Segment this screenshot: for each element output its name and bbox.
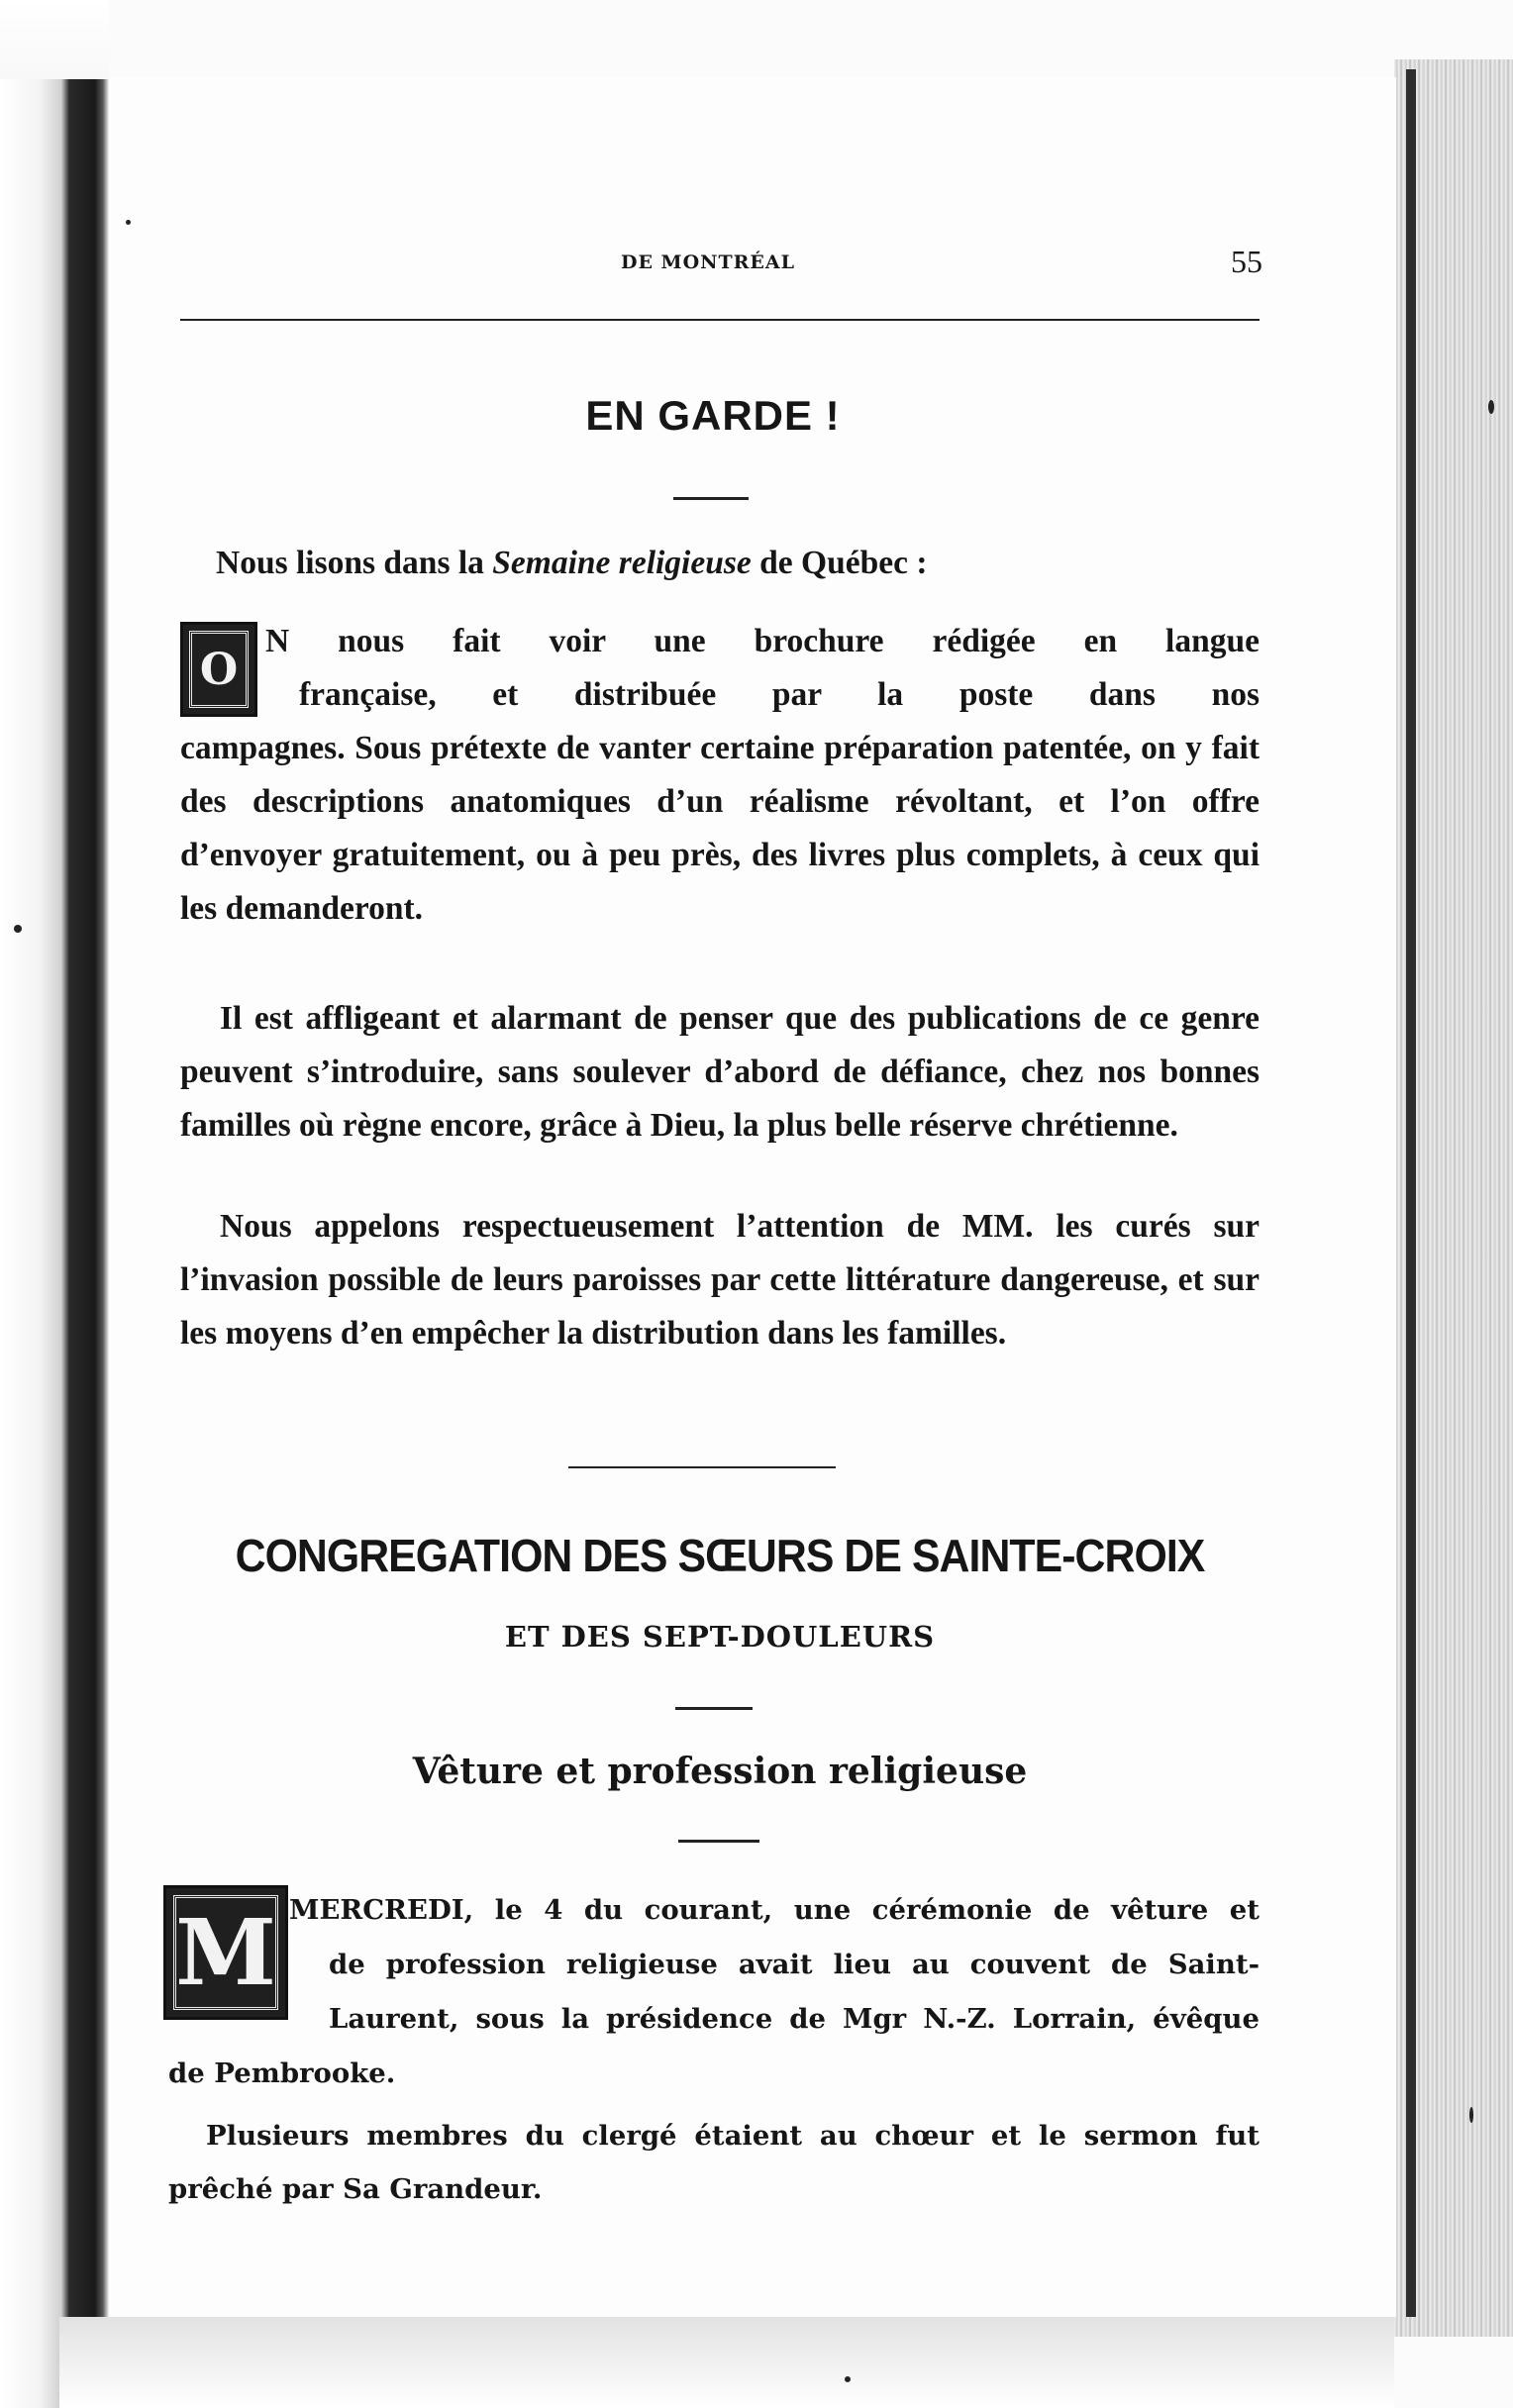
book-gutter — [0, 0, 109, 2408]
section-rule — [678, 1840, 759, 1843]
page-edge-shadow — [1406, 69, 1416, 2317]
scan-speck — [126, 220, 131, 225]
article-title-en-garde: EN GARDE ! — [585, 392, 841, 439]
paragraph-appelons: Nous appelons respectueusement l’attention de MM. les curés sur l’invasion possible de leurs paroisses par cette littérature dangereuse, et sur les moyens d’en empêcher la distribution dans les familles. — [180, 1208, 1260, 1352]
subtitle-rule — [675, 1707, 753, 1710]
scan-speck — [14, 925, 22, 933]
scan-speck — [1488, 400, 1494, 414]
article-subtitle: ET DES SEPT-DOULEURS — [504, 1620, 936, 1654]
paragraph-affligeant: Il est affligeant et alarmant de penser que des publications de ce genre peuvent s’introduire, sans soulever d’abord de défiance, chez nos bonnes familles où règne encore, grâce à Dieu, la plus belle réserve chrétienne. — [180, 1000, 1260, 1144]
article-title-congregation: CONGREGATION DES SŒURS DE SAINTE-CROIX — [235, 1530, 1205, 1581]
paragraph-brochure — [180, 615, 1260, 936]
paragraph-line: française, et distribuée par la poste dans nos — [299, 676, 1260, 713]
section-divider — [568, 1466, 836, 1468]
paragraph-line: Plusieurs membres du clergé étaient au chœur et le sermon fut — [206, 2120, 1260, 2152]
section-title-veture: Vêture et profession religieuse — [412, 1751, 1028, 1792]
page-number: 55 — [1231, 244, 1262, 279]
paragraph-line: Laurent, sous la présidence de Mgr N.-Z. Lorrain, évêque — [329, 2003, 1260, 2035]
intro-after: de Québec : — [751, 545, 928, 581]
paragraph-line: de Pembrooke. — [168, 2057, 396, 2089]
intro-before: Nous lisons dans la — [216, 545, 493, 581]
title-rule — [673, 497, 749, 500]
paragraph-line: de profession religieuse avait lieu au couvent de Saint- — [329, 1949, 1260, 1980]
header-rule — [180, 319, 1260, 321]
intro-publication: Semaine religieuse — [492, 545, 752, 581]
dropcap-letter-m: M — [175, 1899, 276, 2006]
paragraph-line: prêché par Sa Grandeur. — [168, 2173, 543, 2205]
paragraph-line: N nous fait voir une brochure rédigée en langue — [265, 623, 1260, 659]
paragraph-rest: campagnes. Sous prétexte de vanter certaine préparation patentée, on y fait des descriptions anatomiques d’un réalisme révoltant, et l’on offre d’envoyer gratuitement, ou à peu près, des livres plus complets, à ceux qui les demanderont. — [180, 730, 1260, 927]
paragraph-line: MERCREDI, le 4 du courant, une cérémonie de vêture et — [289, 1894, 1260, 1926]
scan-speck — [845, 2376, 851, 2382]
bottom-shadow — [59, 2317, 1394, 2408]
paragraph-mercredi — [168, 1883, 1260, 2101]
paragraph-plusieurs — [168, 2109, 1260, 2216]
intro-paragraph — [216, 537, 1186, 590]
running-head: DE MONTRÉAL — [620, 251, 796, 273]
scan-speck — [1469, 2107, 1473, 2123]
dropcap-letter-o: O — [199, 644, 239, 695]
